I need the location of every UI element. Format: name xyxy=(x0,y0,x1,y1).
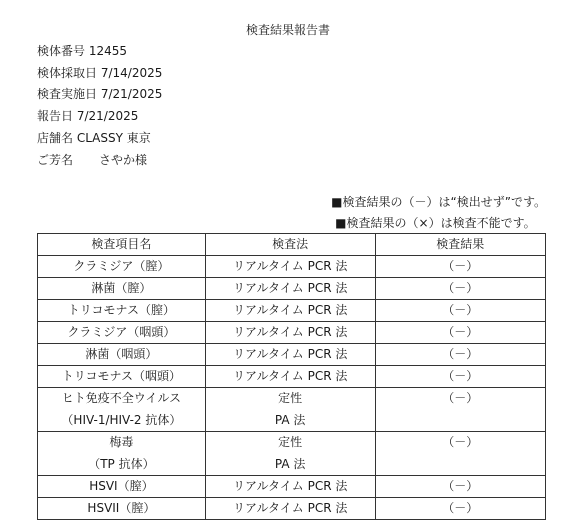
item-cell: トリコモナス（咽頭） xyxy=(38,366,206,388)
table-row xyxy=(38,498,546,520)
patient-name-value: さやか様 xyxy=(99,152,148,167)
item-cell: 淋菌（膣） xyxy=(38,278,206,300)
header-item: 検査項目名 xyxy=(38,234,206,256)
result-line: （－） xyxy=(442,435,479,449)
header-method: 検査法 xyxy=(205,234,375,256)
method-line: 定性 xyxy=(278,435,303,449)
note-untestable: ■検査結果の（×）は検査不能です。 xyxy=(335,216,536,230)
item-cell: 淋菌（咽頭） xyxy=(38,344,206,366)
item-cell: HSVII（膣） xyxy=(38,498,206,520)
method-cell: リアルタイム PCR 法 xyxy=(205,476,375,498)
store-row xyxy=(37,128,162,150)
method-cell: リアルタイム PCR 法 xyxy=(205,344,375,366)
collection-date-label: 検体採取日 xyxy=(37,65,98,80)
report-date-value: 7/21/2025 xyxy=(76,109,139,124)
result-cell: （－） xyxy=(375,278,545,300)
result-cell xyxy=(375,432,545,476)
table-row-syphilis xyxy=(38,432,546,476)
specimen-number-row xyxy=(37,41,162,63)
item-cell: クラミジア（咽頭） xyxy=(38,322,206,344)
collection-date-row xyxy=(37,63,162,85)
result-cell: （－） xyxy=(375,256,545,278)
result-cell: （－） xyxy=(375,300,545,322)
result-cell: （－） xyxy=(375,476,545,498)
method-cell: リアルタイム PCR 法 xyxy=(205,322,375,344)
table-row xyxy=(38,278,546,300)
result-cell xyxy=(375,388,545,432)
patient-name-label: ご芳名 xyxy=(37,152,74,167)
method-cell: リアルタイム PCR 法 xyxy=(205,300,375,322)
method-line: PA 法 xyxy=(274,412,306,427)
method-cell: リアルタイム PCR 法 xyxy=(205,366,375,388)
item-line: （HIV-1/HIV-2 抗体） xyxy=(61,412,182,427)
report-date-row xyxy=(37,106,162,128)
method-cell: リアルタイム PCR 法 xyxy=(205,498,375,520)
table-row-hiv xyxy=(38,388,546,432)
specimen-number-label: 検体番号 xyxy=(37,44,86,58)
item-cell: クラミジア（膣） xyxy=(38,256,206,278)
table-row xyxy=(38,300,546,322)
item-line: ヒト免疫不全ウイルス xyxy=(61,391,182,405)
patient-name-row xyxy=(37,150,162,172)
store-label: 店舗名 xyxy=(37,130,74,145)
table-row xyxy=(38,344,546,366)
method-line: PA 法 xyxy=(274,456,306,471)
table-row xyxy=(38,256,546,278)
header-result: 検査結果 xyxy=(375,234,545,256)
result-cell: （－） xyxy=(375,498,545,520)
method-line: 定性 xyxy=(278,391,303,405)
method-cell xyxy=(205,432,375,476)
method-cell: リアルタイム PCR 法 xyxy=(205,278,375,300)
test-date-row xyxy=(37,84,162,106)
result-cell: （－） xyxy=(375,366,545,388)
table-row xyxy=(38,322,546,344)
specimen-number-value: 12455 xyxy=(88,44,128,58)
collection-date-value: 7/14/2025 xyxy=(100,65,163,80)
item-line: 梅毒 xyxy=(109,435,134,449)
test-date-label: 検査実施日 xyxy=(37,87,98,102)
item-cell xyxy=(38,388,206,432)
method-cell: リアルタイム PCR 法 xyxy=(205,256,375,278)
results-table xyxy=(37,233,546,520)
table-header-row xyxy=(38,234,546,256)
document-title: 検査結果報告書 xyxy=(245,23,330,37)
note-negative: ■検査結果の（－）は“検出せず”です。 xyxy=(331,195,546,209)
store-value: CLASSY 東京 xyxy=(76,130,151,145)
table-row xyxy=(38,476,546,498)
result-notes xyxy=(331,192,546,234)
method-cell xyxy=(205,388,375,432)
result-line: （－） xyxy=(442,391,479,405)
item-cell: HSVI（膣） xyxy=(38,476,206,498)
result-cell: （－） xyxy=(375,344,545,366)
report-date-label: 報告日 xyxy=(37,109,74,124)
result-cell: （－） xyxy=(375,322,545,344)
item-cell xyxy=(38,432,206,476)
specimen-info xyxy=(37,41,162,171)
table-row xyxy=(38,366,546,388)
item-cell: トリコモナス（膣） xyxy=(38,300,206,322)
item-line: （TP 抗体） xyxy=(88,456,155,471)
test-date-value: 7/21/2025 xyxy=(100,87,163,102)
